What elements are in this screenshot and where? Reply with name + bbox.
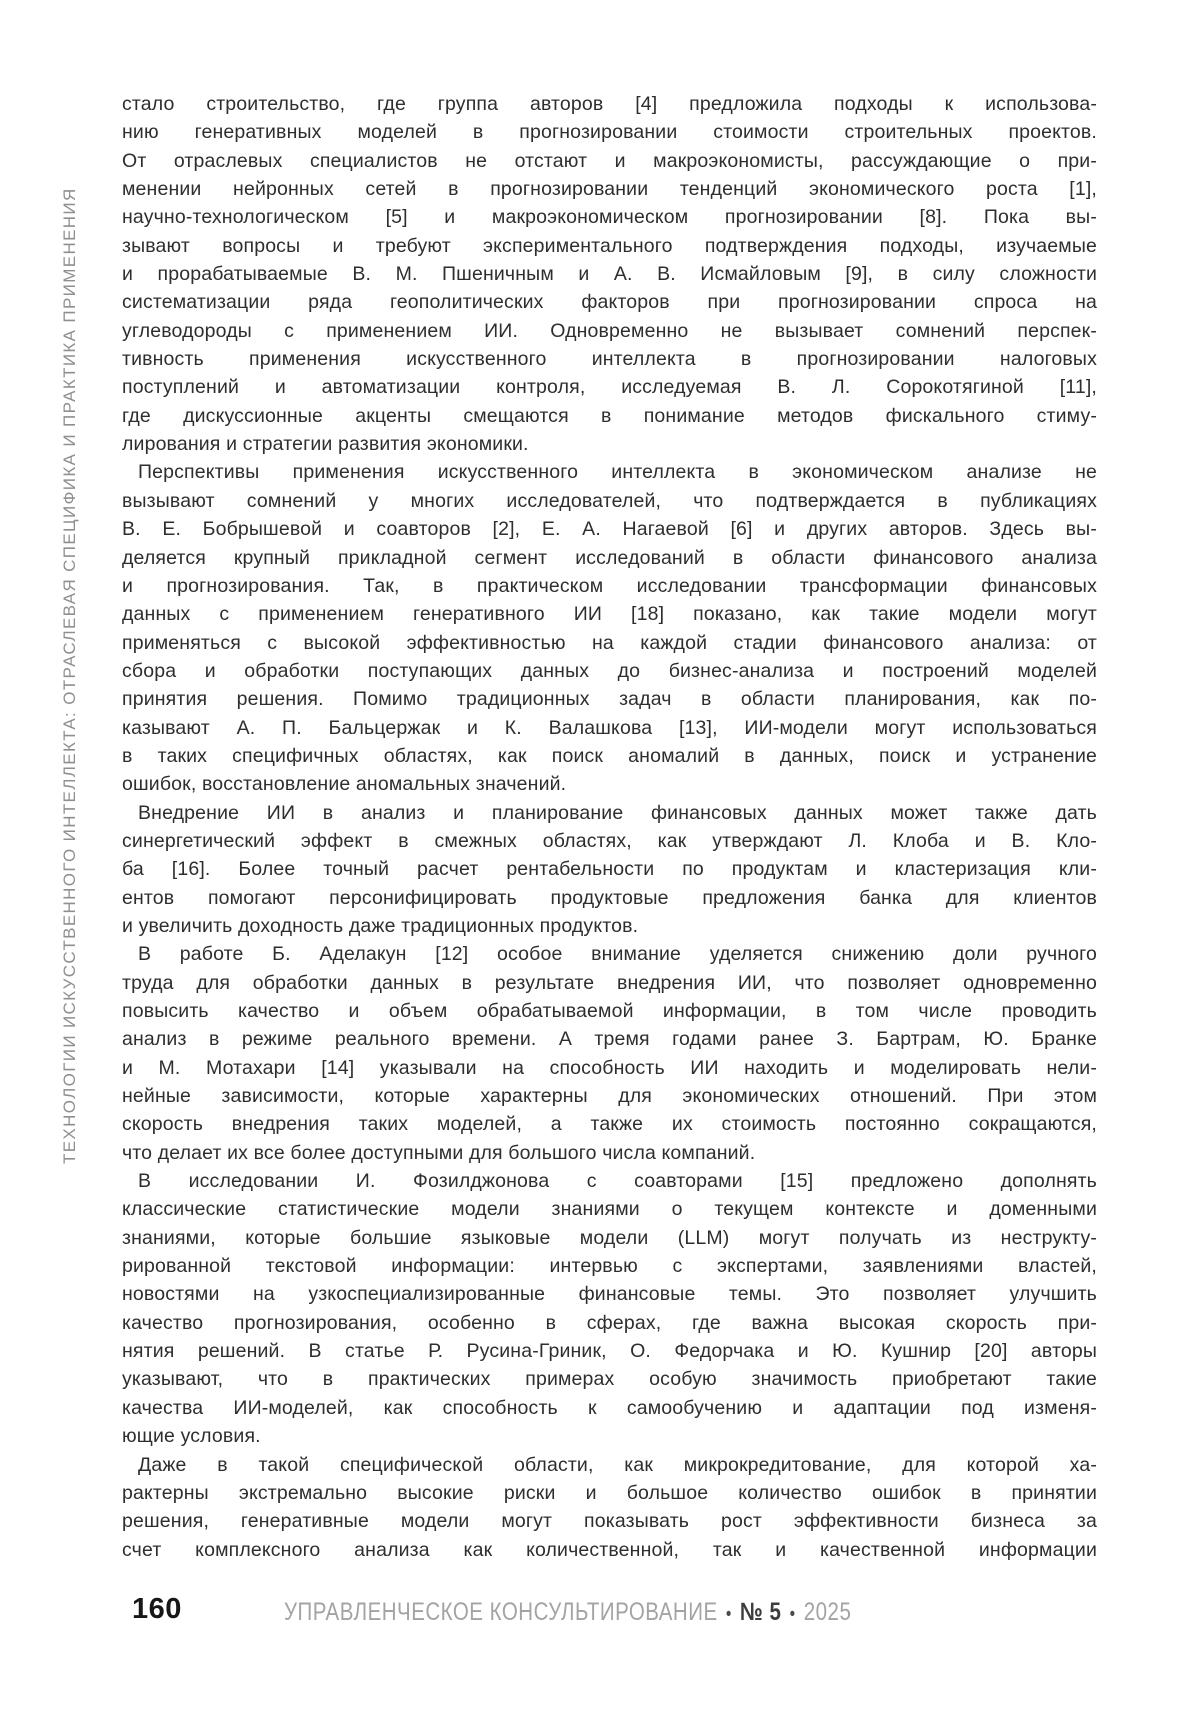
- page-footer: [122, 1592, 1097, 1636]
- text-line: ентов помогают персонифицировать продуктовые предложения банка для клиентов: [122, 886, 1097, 909]
- text-line: В работе Б. Аделакун [12] особое внимание уделяется снижению доли ручного: [138, 943, 1097, 966]
- text-line: синергетический эффект в смежных областях, как утверждают Л. Клоба и В. Кло-: [122, 829, 1097, 852]
- paragraph: [122, 90, 1097, 458]
- text-line: В исследовании И. Фозилджонова с соавторами [15] предложено дополнять: [138, 1170, 1097, 1193]
- text-line: нейные зависимости, которые характерны для экономических отношений. При этом: [122, 1085, 1097, 1108]
- paragraph: [122, 799, 1097, 941]
- text-line: повысить качество и объем обрабатываемой информации, в том числе проводить: [122, 1000, 1097, 1022]
- paragraph: [122, 1451, 1097, 1564]
- page-number: 160: [132, 1593, 182, 1625]
- text-line: принятия решения. Помимо традиционных задач в области планирования, как по-: [122, 688, 1097, 711]
- text-line: научно-технологическом [5] и макроэкономическом прогнозировании [8]. Пока вы-: [122, 206, 1097, 229]
- issue-number: № 5: [739, 1598, 782, 1626]
- text-line: ющие условия.: [122, 1425, 261, 1448]
- text-line: ба [16]. Более точный расчет рентабельности по продуктам и кластеризация кли-: [122, 858, 1097, 881]
- text-line: нятия решений. В статье Р. Русина-Гриник, О. Федорчака и Ю. Кушнир [20] авторы: [122, 1340, 1097, 1363]
- text-line: что делает их все более доступными для большого числа компаний.: [122, 1141, 756, 1164]
- text-line: качество прогнозирования, особенно в сферах, где важна высокая скорость при-: [122, 1311, 1097, 1334]
- text-line: в таких специфичных областях, как поиск аномалий в данных, поиск и устранение: [122, 744, 1097, 767]
- text-line: счет комплексного анализа как количественной, так и качественной информации: [122, 1538, 1097, 1561]
- text-line: где дискуссионные акценты смещаются в понимание методов фискального стиму-: [122, 404, 1097, 427]
- paragraph: [122, 458, 1097, 798]
- text-line: углеводороды с применением ИИ. Одновременно не вызывает сомнений перспек-: [122, 319, 1097, 342]
- text-line: стало строительство, где группа авторов [4] предложила подходы к использова-: [122, 93, 1097, 115]
- text-line: качества ИИ-моделей, как способность к самообучению и адаптации под изменя-: [122, 1396, 1097, 1419]
- journal-title: УПРАВЛЕНЧЕСКОЕ КОНСУЛЬТИРОВАНИЕ: [284, 1598, 718, 1626]
- text-line: новостями на узкоспециализированные финансовые темы. Это позволяет улучшить: [122, 1283, 1097, 1306]
- text-line: нию генеративных моделей в прогнозировании стоимости строительных проектов.: [122, 121, 1097, 144]
- text-line: лирования и стратегии развития экономики.: [122, 433, 529, 456]
- text-line: классические статистические модели знаниями о текущем контексте и доменными: [122, 1198, 1097, 1221]
- journal-year: 2025: [803, 1598, 852, 1626]
- text-line: Перспективы применения искусственного интеллекта в экономическом анализе не: [138, 461, 1097, 484]
- text-line: зывают вопросы и требуют экспериментального подтверждения подходы, изучаемые: [122, 234, 1097, 257]
- journal-line: [284, 1598, 851, 1627]
- separator-dot: •: [789, 1604, 796, 1625]
- article-body: [122, 90, 1097, 1564]
- text-line: вызывают сомнений у многих исследователей, что подтверждается в публикациях: [122, 489, 1097, 512]
- text-line: сбора и обработки поступающих данных до бизнес-анализа и построений моделей: [122, 659, 1097, 682]
- text-line: знаниями, которые большие языковые модели (LLM) могут получать из неструкту-: [122, 1226, 1097, 1249]
- text-line: и прорабатываемые В. М. Пшеничным и А. В. Исмайловым [9], в силу сложности: [122, 263, 1097, 286]
- text-line: решения, генеративные модели могут показывать рост эффективности бизнеса за: [122, 1510, 1097, 1533]
- text-line: труда для обработки данных в результате внедрения ИИ, что позволяет одновременно: [122, 971, 1097, 994]
- text-line: деляется крупный прикладной сегмент исследований в области финансового анализа: [122, 546, 1097, 569]
- text-line: и М. Мотахари [14] указывали на способность ИИ находить и моделировать нели-: [122, 1056, 1097, 1079]
- text-line: анализ в режиме реального времени. А тремя годами ранее З. Бартрам, Ю. Бранке: [122, 1028, 1097, 1051]
- text-line: Даже в такой специфической области, как микрокредитование, для которой ха-: [138, 1453, 1097, 1476]
- text-line: От отраслевых специалистов не отстают и макроэкономисты, рассуждающие о при-: [122, 149, 1097, 172]
- text-line: систематизации ряда геополитических факторов при прогнозировании спроса на: [122, 291, 1097, 314]
- text-line: рированной текстовой информации: интервью с экспертами, заявлениями властей,: [122, 1255, 1097, 1278]
- text-line: В. Е. Бобрышевой и соавторов [2], Е. А. Нагаевой [6] и других авторов. Здесь вы-: [122, 518, 1097, 541]
- text-line: менении нейронных сетей в прогнозировании тенденций экономического роста [1],: [122, 178, 1097, 201]
- text-line: казывают А. П. Бальцержак и К. Валашкова [13], ИИ-модели могут использоваться: [122, 716, 1097, 739]
- paragraph: [122, 940, 1097, 1167]
- paragraph: [122, 1167, 1097, 1450]
- text-line: рактерны экстремально высокие риски и большое количество ошибок в принятии: [122, 1481, 1097, 1504]
- text-line: и увеличить доходность даже традиционных продуктов.: [122, 914, 639, 937]
- text-line: и прогнозирования. Так, в практическом исследовании трансформации финансовых: [122, 574, 1097, 597]
- text-line: поступлений и автоматизации контроля, исследуемая В. Л. Сорокотягиной [11],: [122, 376, 1097, 399]
- running-head-vertical: ТЕХНОЛОГИИ ИСКУССТВЕННОГО ИНТЕЛЛЕКТА: ОТРАСЛЕВАЯ СПЕЦИФИКА И ПРАКТИКА ПРИМЕНЕНИЯ: [60, 187, 79, 1164]
- text-line: скорость внедрения таких моделей, а также их стоимость постоянно сокращаются,: [122, 1113, 1097, 1136]
- text-line: Внедрение ИИ в анализ и планирование финансовых данных может также дать: [138, 801, 1097, 824]
- separator-dot: •: [725, 1604, 732, 1625]
- text-line: данных с применением генеративного ИИ [18] показано, как такие модели могут: [122, 603, 1097, 626]
- text-line: ошибок, восстановление аномальных значений.: [122, 773, 567, 796]
- text-line: указывают, что в практических примерах особую значимость приобретают такие: [122, 1368, 1097, 1391]
- text-line: применяться с высокой эффективностью на каждой стадии финансового анализа: от: [122, 631, 1097, 654]
- text-line: тивность применения искусственного интеллекта в прогнозировании налоговых: [122, 348, 1097, 371]
